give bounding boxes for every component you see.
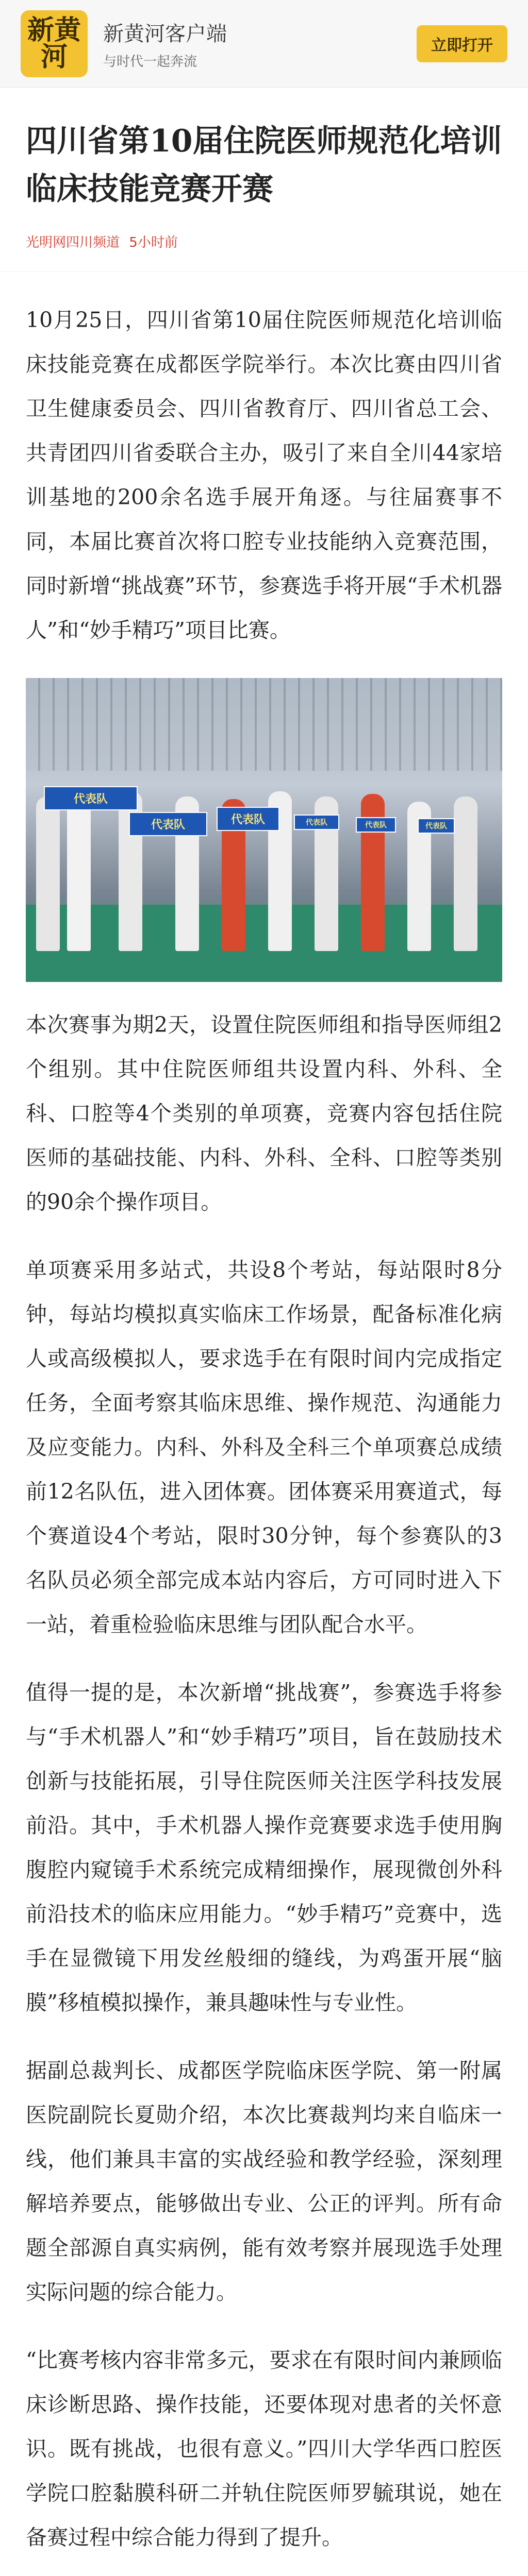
article-paragraph: 值得一提的是，本次新增“挑战赛”，参赛选手将参与“手术机器人”和“妙手精巧”项目，旨在鼓励技术创新与技能拓展，引导住院医师关注医学科技发展前沿。其中，手术机器人操作竞赛要求选手使用胸腹腔内窥镜手术系统完成精细操作，展现微创外科前沿技术的临床应用能力。“妙手精巧”竞赛中，选手在显微镜下用发丝般细的缝线，为鸡蛋开展“脑膜”移植模拟操作，兼具趣味性与专业性。	[26, 1680, 502, 2015]
participant	[454, 796, 477, 951]
team-sign: 代表队	[418, 818, 455, 834]
article-paragraph: 单项赛采用多站式，共设8个考站，每站限时8分钟，每站均模拟真实临床工作场景，配备标准化病人或高级模拟人，要求选手在有限时间内完成指定任务，全面考察其临床思维、操作规范、沟通能力及应变能力。内科、外科及全科三个单项赛总成绩前12名队伍，进入团体赛。团体赛采用赛道式，每个赛道设4个考站，限时30分钟，每个参赛队的3名队员必须全部完成本站内容后，方可同时进入下一站，着重检验临床思维与团队配合水平。	[26, 1258, 502, 1637]
open-app-button[interactable]: 立即打开	[417, 25, 507, 62]
gym-roof	[26, 678, 502, 771]
team-sign: 代表队	[44, 786, 138, 810]
app-logo: 新黄河	[21, 10, 88, 77]
event-photo	[26, 678, 502, 982]
team-sign: 代表队	[356, 817, 396, 833]
app-name: 新黄河客户端	[103, 22, 227, 46]
article-paragraph: 本次赛事为期2天，设置住院医师组和指导医师组2个组别。其中住院医师组共设置内科、外科、全科、口腔等4个类别的单项赛，竞赛内容包括住院医师的基础技能、内科、外科、全科、口腔等类别的90余个操作项目。	[26, 1012, 502, 1214]
team-sign: 代表队	[217, 807, 279, 831]
participant	[67, 786, 91, 951]
article-meta	[26, 232, 502, 251]
article-paragraph: 据副总裁判长、成都医学院临床医学院、第一附属医院副院长夏勋介绍，本次比赛裁判均来自临床一线，他们兼具丰富的实战经验和教学经验，深刻理解培养要点，能够做出专业、公正的评判。所有命题全部源自真实病例，能有效考察并展现选手处理实际问题的综合能力。	[26, 2058, 502, 2304]
article-time: 5小时前	[129, 235, 178, 250]
team-sign: 代表队	[129, 812, 207, 836]
app-banner	[0, 0, 528, 88]
team-sign: 代表队	[294, 815, 339, 830]
participant	[36, 796, 60, 951]
article-paragraph: “比赛考核内容非常多元，要求在有限时间内兼顾临床诊断思路、操作技能，还要体现对患者的关怀意识。既有挑战，也很有意义。”四川大学华西口腔医学院口腔黏膜科研二并轨住院医师罗毓琪说，她在备赛过程中综合能力得到了提升。	[26, 2348, 502, 2550]
brand-block	[103, 18, 227, 70]
article-source[interactable]: 光明网四川频道	[26, 235, 120, 250]
app-slogan: 与时代一起奔流	[103, 54, 197, 70]
article-paragraph: 10月25日，四川省第10届住院医师规范化培训临床技能竞赛在成都医学院举行。本次比赛由四川省卫生健康委员会、四川省教育厅、四川省总工会、共青团四川省委联合主办，吸引了来自全川44家培训基地的200余名选手展开角逐。与往届赛事不同，本届比赛首次将口腔专业技能纳入竞赛范围，同时新增“挑战赛”环节，参赛选手将开展“手术机器人”和“妙手精巧”项目比赛。	[26, 308, 502, 642]
article-title: 四川省第10届住院医师规范化培训临床技能竞赛开赛	[26, 123, 502, 207]
